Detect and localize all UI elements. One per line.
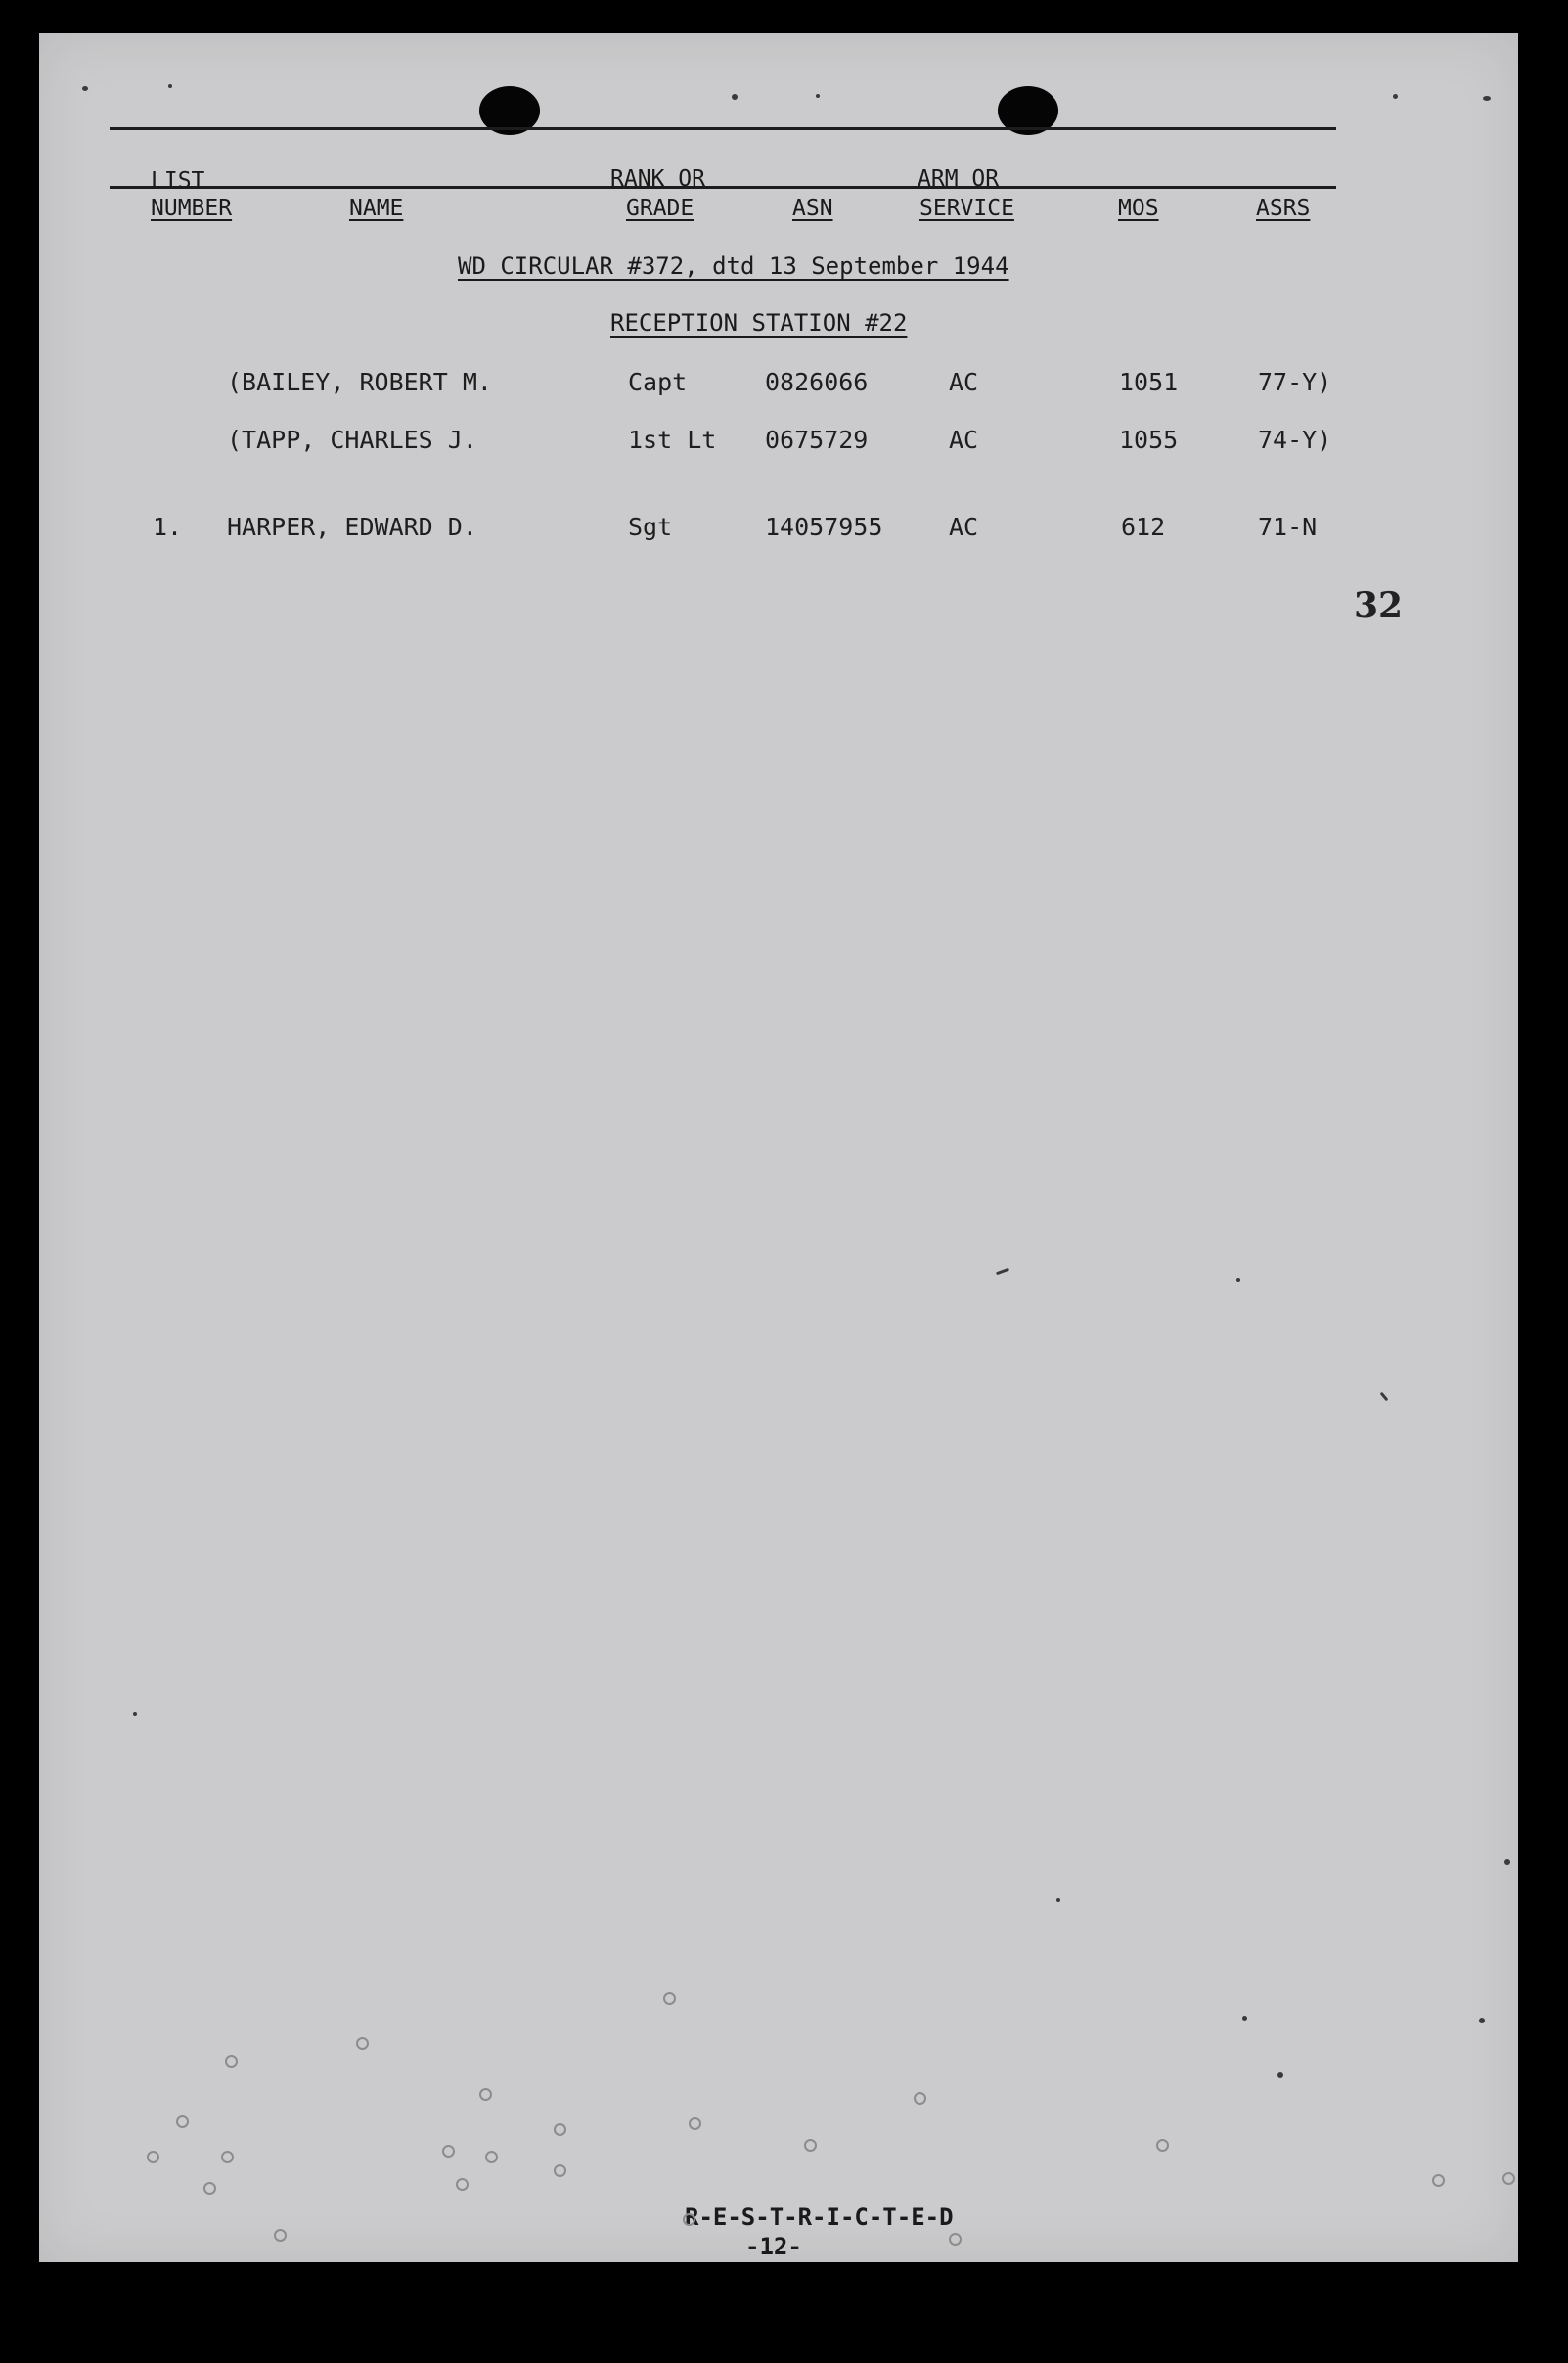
row-3-name: HARPER, EDWARD D. (227, 513, 477, 541)
scan-ring (442, 2145, 455, 2158)
row-3-rank: Sgt (628, 513, 673, 541)
scan-speck (732, 94, 738, 100)
row-3-mos: 612 (1121, 513, 1166, 541)
scan-ring (485, 2151, 498, 2163)
scan-speck (1483, 96, 1491, 101)
header-rule-top (110, 127, 1336, 130)
scan-ring (663, 1992, 676, 2005)
header-asn: ASN (792, 196, 833, 221)
header-list-number-line1: LIST (151, 168, 205, 194)
scan-speck (1504, 1859, 1510, 1865)
row-2-mos: 1055 (1119, 426, 1179, 454)
scan-ring (1432, 2174, 1445, 2187)
scan-ring (221, 2151, 234, 2163)
row-2-rank: 1st Lt (628, 426, 717, 454)
scan-ring (554, 2164, 566, 2177)
scan-ring (689, 2117, 701, 2130)
row-2-name: (TAPP, CHARLES J. (227, 426, 477, 454)
scan-ring (176, 2115, 189, 2128)
scan-speck (168, 84, 172, 88)
footer-page-number: -12- (745, 2233, 802, 2260)
row-1-rank: Capt (628, 368, 688, 396)
scan-ring (356, 2037, 369, 2050)
row-1-name: (BAILEY, ROBERT M. (227, 368, 492, 396)
row-3-number: 1. (153, 513, 183, 541)
scan-ring (456, 2178, 469, 2191)
header-rank-line1: RANK OR (610, 166, 705, 192)
header-arm-line2: SERVICE (919, 196, 1014, 221)
scan-speck (816, 94, 820, 98)
scan-speck (1393, 94, 1398, 99)
scan-speck (1056, 1898, 1060, 1902)
restricted-marking: R-E-S-T-R-I-C-T-E-D (685, 2204, 954, 2231)
circular-title: WD CIRCULAR #372, dtd 13 September 1944 (458, 252, 1009, 280)
scan-ring (225, 2055, 238, 2068)
scan-ring (1502, 2172, 1515, 2185)
scan-speck (1242, 2016, 1247, 2021)
scan-speck (133, 1712, 137, 1716)
row-1-asn: 0826066 (765, 368, 869, 396)
scan-ring (554, 2123, 566, 2136)
header-name: NAME (349, 196, 404, 221)
scan-ring (804, 2139, 817, 2152)
scan-ring (147, 2151, 159, 2163)
scan-speck (82, 86, 88, 91)
scan-ring (479, 2088, 492, 2101)
row-1-asrs: 77-Y) (1258, 368, 1332, 396)
scan-speck (1277, 2072, 1283, 2078)
header-rank-line2: GRADE (626, 196, 694, 221)
header-list-number-line2: NUMBER (151, 196, 233, 221)
row-2-asn: 0675729 (765, 426, 869, 454)
scan-ring (274, 2229, 287, 2242)
header-rule-bottom (110, 186, 1336, 189)
row-3-asrs: 71-N (1258, 513, 1318, 541)
scan-speck (1236, 1278, 1240, 1282)
scan-speck (1479, 2018, 1485, 2023)
row-1-mos: 1051 (1119, 368, 1179, 396)
stamped-page-number: 32 (1354, 585, 1404, 626)
scan-ring (683, 2213, 695, 2226)
scan-ring (1156, 2139, 1169, 2152)
scan-ring (949, 2233, 962, 2246)
station-title: RECEPTION STATION #22 (610, 309, 908, 337)
scan-ring (203, 2182, 216, 2195)
row-1-arm: AC (949, 368, 979, 396)
header-asrs: ASRS (1256, 196, 1311, 221)
row-2-arm: AC (949, 426, 979, 454)
row-3-arm: AC (949, 513, 979, 541)
row-2-asrs: 74-Y) (1258, 426, 1332, 454)
header-arm-line1: ARM OR (918, 166, 1000, 192)
scan-ring (914, 2092, 926, 2105)
row-3-asn: 14057955 (765, 513, 883, 541)
header-mos: MOS (1118, 196, 1159, 221)
